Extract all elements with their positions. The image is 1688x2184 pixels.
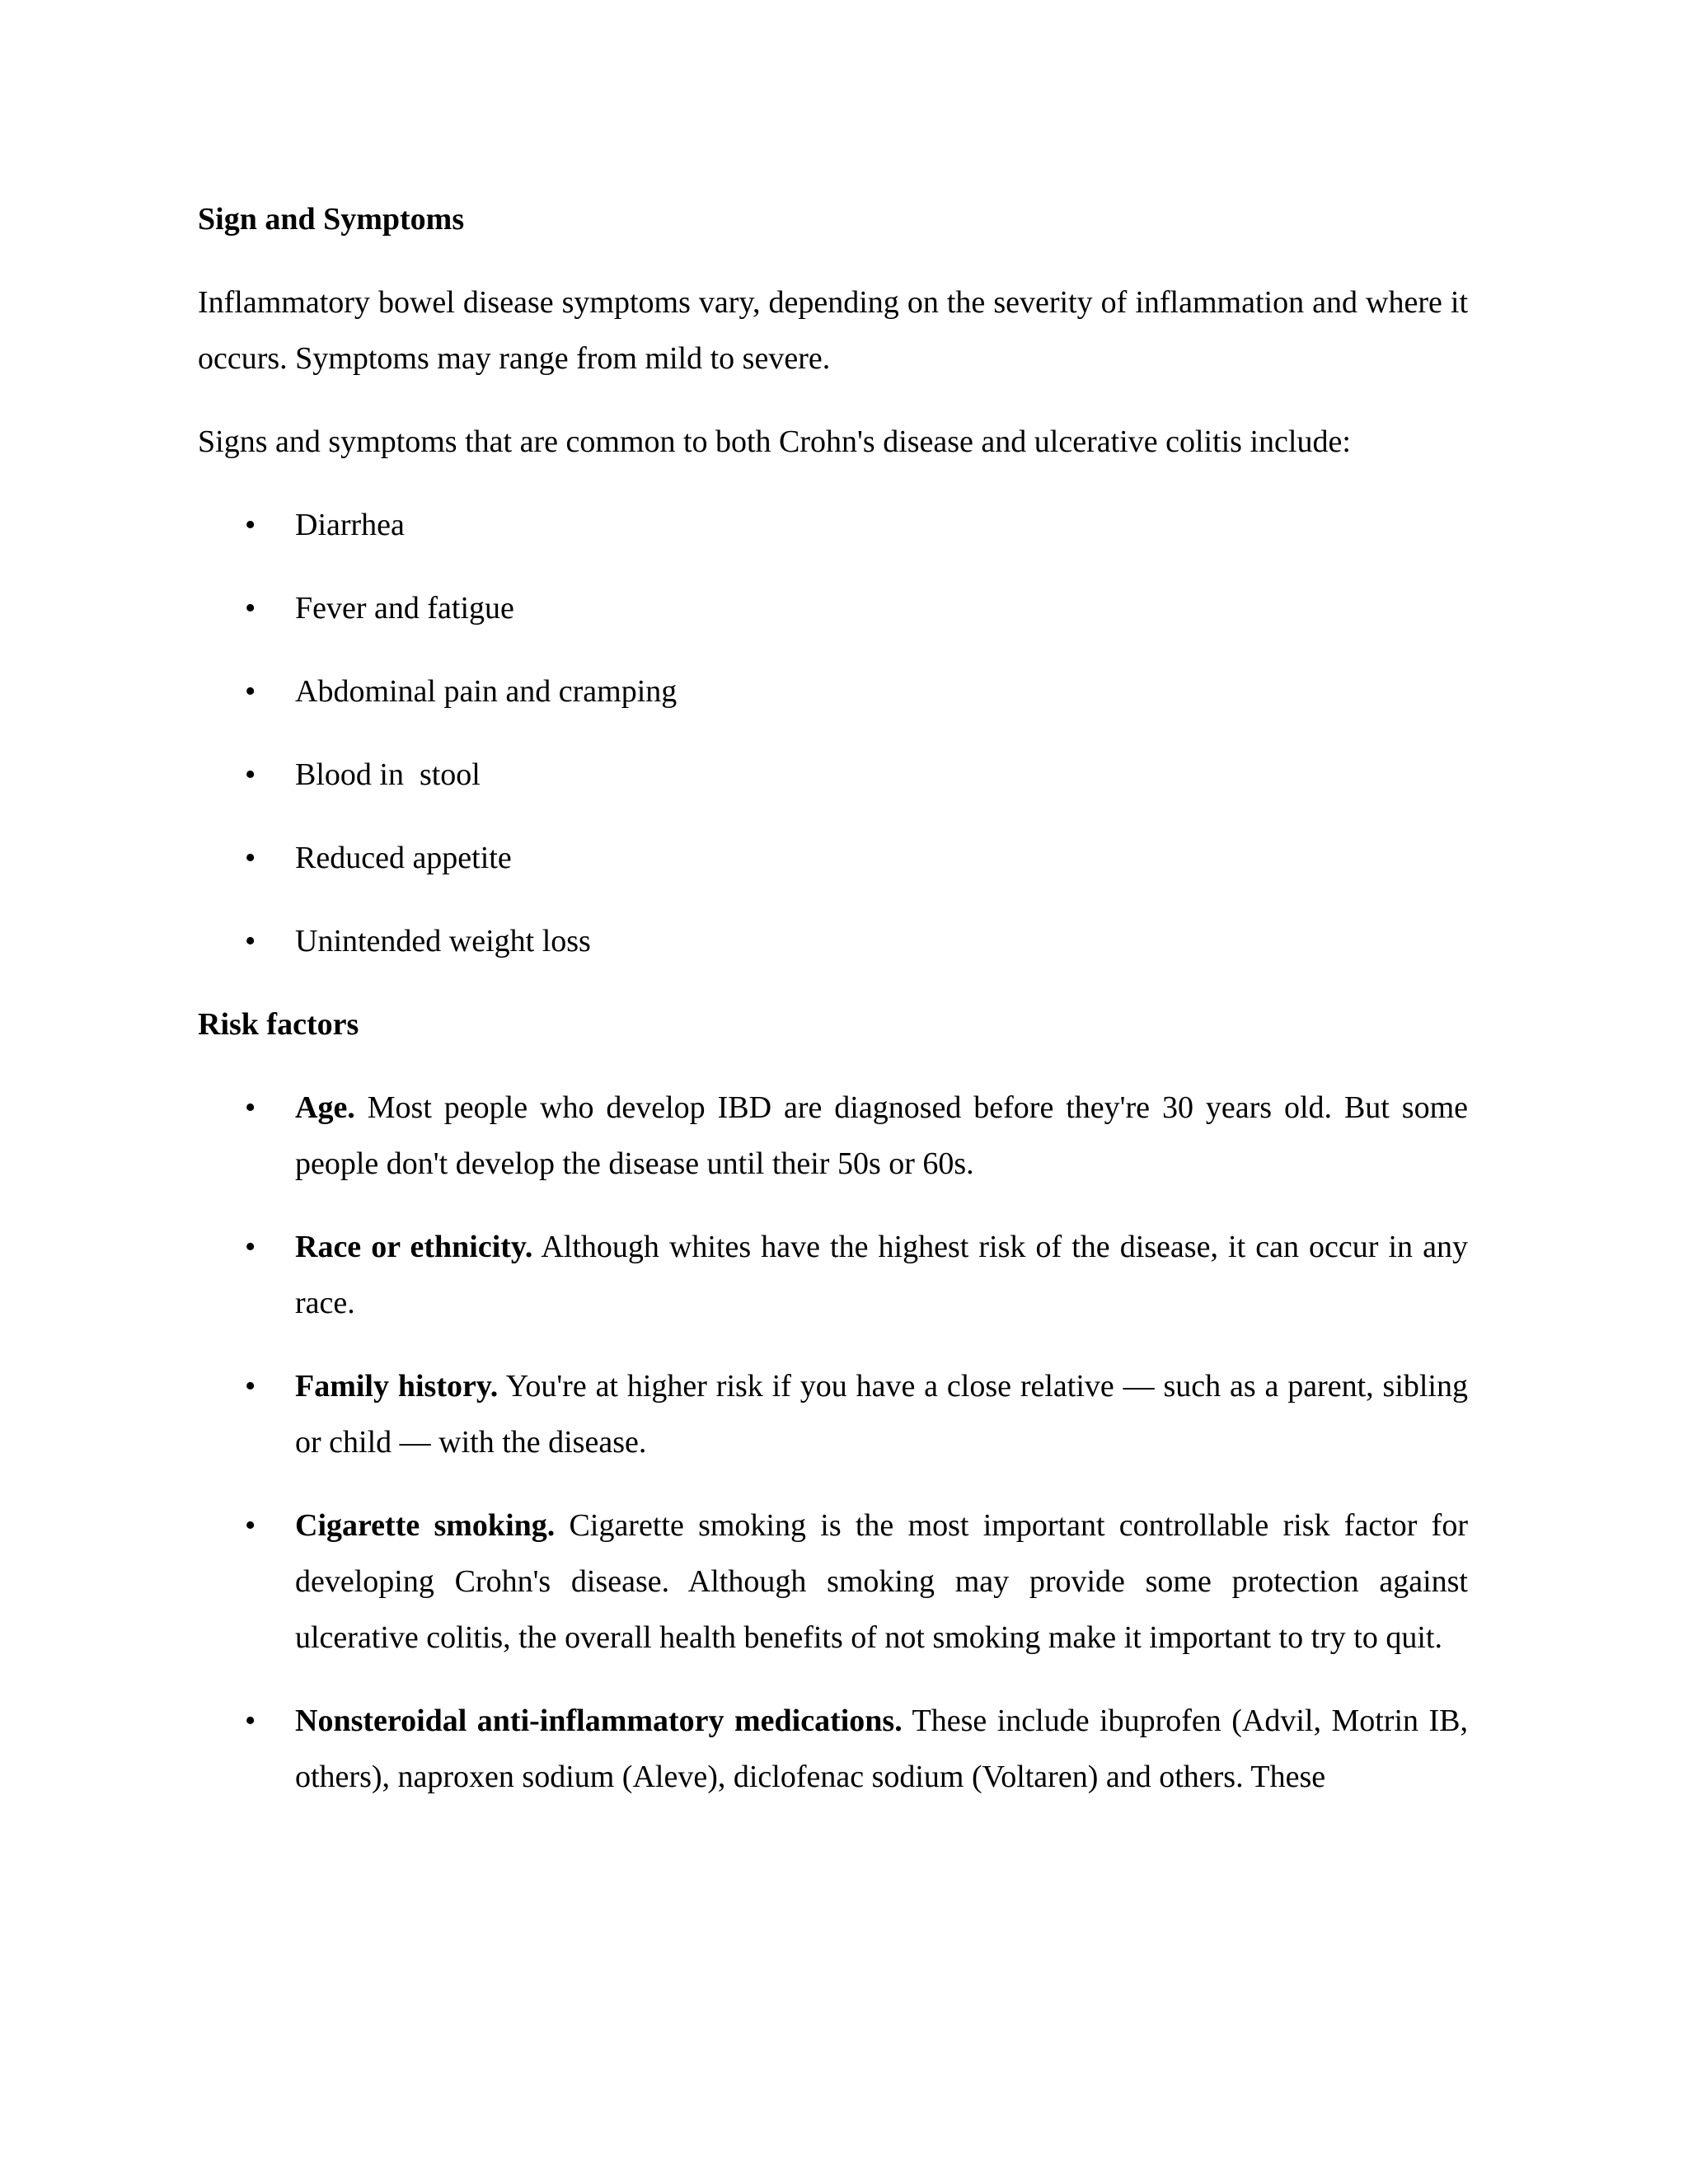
risk-factor-text: Most people who develop IBD are diagnosed before they're 30 years old. But some people don't develop the disease until their 50s or 60s.	[295, 1090, 1468, 1181]
bullet-icon: •	[245, 1704, 256, 1738]
bullet-icon: •	[245, 591, 256, 626]
list-item	[198, 497, 1468, 553]
list-item	[198, 747, 1468, 803]
spacer	[198, 247, 1468, 274]
list-item	[198, 1219, 1468, 1331]
risk-factor-text: These include ibuprofen (Advil, Motrin IB, others), naproxen sodium (Aleve), diclofenac sodium (Voltaren) and others. These	[295, 1704, 1468, 1794]
bullet-icon: •	[245, 674, 256, 709]
list-item-text: Blood in stool	[295, 757, 481, 792]
bullet-icon: •	[245, 924, 256, 958]
risk-factor-term: Race or ethnicity.	[295, 1230, 533, 1264]
spacer	[198, 470, 1468, 497]
list-item-text: Abdominal pain and cramping	[295, 674, 678, 709]
section-heading-signs-symptoms: Sign and Symptoms	[198, 202, 465, 237]
list-item	[198, 1358, 1468, 1470]
list-item-text: Fever and fatigue	[295, 591, 514, 626]
intro-paragraph: Inflammatory bowel disease symptoms vary, depending on the severity of inflammation and where it occurs. Symptoms may range from mild to severe.	[198, 285, 1468, 376]
bullet-icon: •	[245, 1090, 256, 1125]
spacer	[198, 1052, 1468, 1080]
list-item	[198, 830, 1468, 886]
risk-factor-term: Nonsteroidal anti-inflammatory medications.	[295, 1704, 903, 1738]
bullet-icon: •	[245, 1508, 256, 1543]
risk-factor-term: Age.	[295, 1090, 355, 1125]
risk-factor-text: Cigarette smoking is the most important controllable risk factor for developing Crohn's disease. Although smoking may provide some protection against ulcerative colitis, the overall health benefits of not smoking make it important to try to quit.	[295, 1508, 1468, 1655]
list-item-text: Diarrhea	[295, 508, 405, 542]
risk-factor-term: Family history.	[295, 1369, 499, 1404]
list-item	[198, 1497, 1468, 1666]
bullet-icon: •	[245, 508, 256, 542]
risk-factor-text: You're at higher risk if you have a close relative — such as a parent, sibling or child — with the disease.	[295, 1369, 1468, 1460]
list-item	[198, 663, 1468, 719]
risk-factors-list	[198, 1080, 1468, 1805]
lead-in-paragraph: Signs and symptoms that are common to both Crohn's disease and ulcerative colitis include:	[198, 424, 1351, 459]
list-item-text: Reduced appetite	[295, 841, 512, 875]
list-item	[198, 1080, 1468, 1192]
symptoms-list	[198, 497, 1468, 969]
risk-factor-text: Although whites have the highest risk of the disease, it can occur in any race.	[295, 1230, 1468, 1320]
risk-factor-term: Cigarette smoking.	[295, 1508, 556, 1543]
list-item	[198, 913, 1468, 969]
list-item-text: Unintended weight loss	[295, 924, 591, 958]
spacer	[198, 387, 1468, 414]
list-item	[198, 1693, 1468, 1805]
list-item	[198, 580, 1468, 636]
document-page	[198, 191, 1468, 1832]
bullet-icon: •	[245, 1230, 256, 1264]
bullet-icon: •	[245, 841, 256, 875]
bullet-icon: •	[245, 757, 256, 792]
section-heading-risk-factors: Risk factors	[198, 1007, 359, 1042]
bullet-icon: •	[245, 1369, 256, 1404]
